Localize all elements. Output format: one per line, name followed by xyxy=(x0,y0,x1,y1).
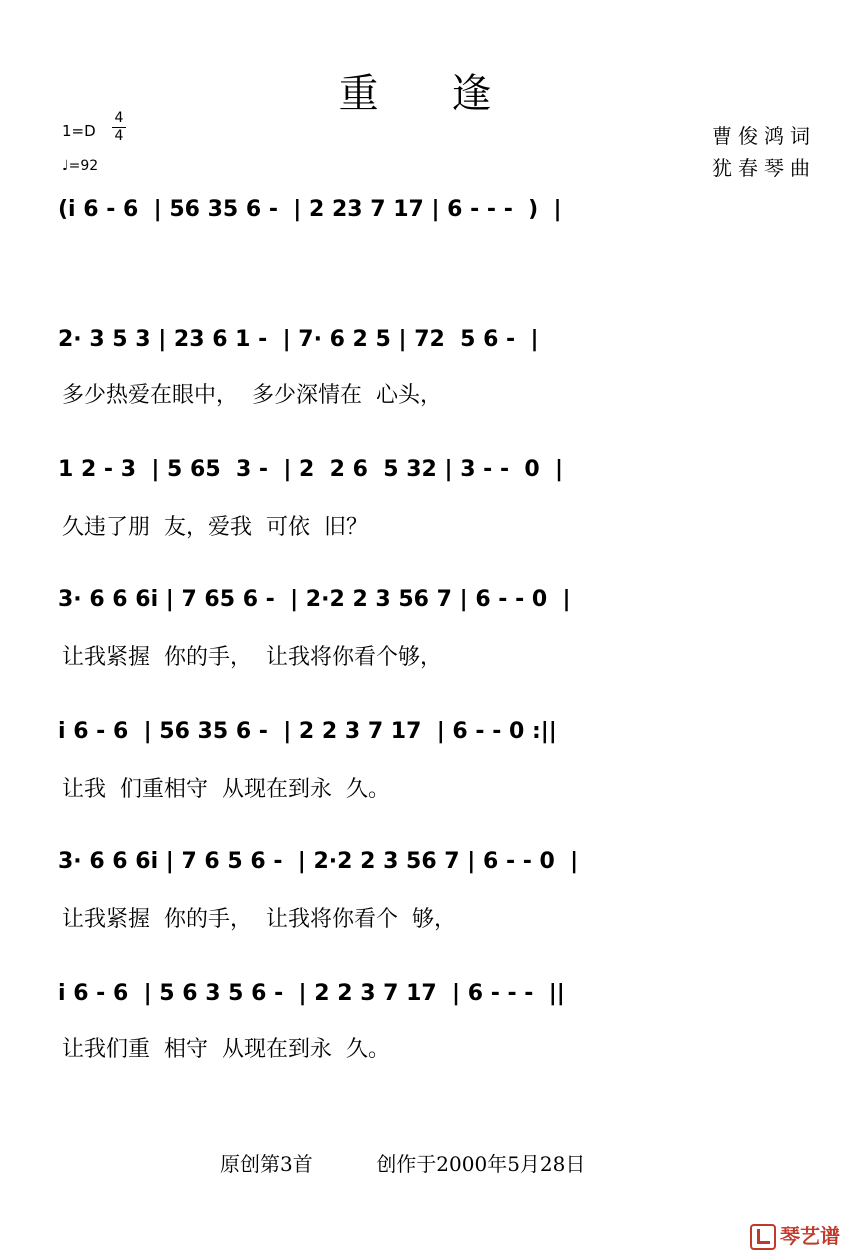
notation-line-6: i 6 - 6 | 5 6 3 5 6 - | 2 2 3 7 17 | 6 - - - || xyxy=(58,980,565,1006)
notation-line-2: 1 2 - 3 | 5 65 3 - | 2 2 6 5 32 | 3 - - 0 | xyxy=(58,456,564,482)
notation-line-intro: (i 6 - 6 | 56 35 6 - | 2 23 7 17 | 6 - - - ) | xyxy=(58,196,562,222)
time-signature xyxy=(112,110,126,145)
logo-icon xyxy=(750,1224,776,1250)
footer-date: 创作于2000年5月28日 xyxy=(376,1152,586,1176)
watermark xyxy=(750,1220,840,1251)
notation-line-5: 3· 6 6 6i | 7 6 5 6 - | 2·2 2 3 56 7 | 6 - - 0 | xyxy=(58,848,579,874)
key-signature: 1=D xyxy=(62,122,96,140)
lyric-line-2: 久违了朋 友，爱我 可依 旧？ xyxy=(62,515,368,540)
tempo-marking xyxy=(62,158,98,174)
lyric-line-3: 让我紧握 你的手， 让我将你看个够， xyxy=(62,645,442,670)
composer-credit: 犹春琴曲 xyxy=(712,156,816,180)
lyricist-credit: 曹俊鸿词 xyxy=(712,124,816,148)
watermark-text: 琴艺谱 xyxy=(780,1223,840,1248)
footer-original: 原创第3首 xyxy=(220,1152,313,1176)
tempo-value: =92 xyxy=(68,158,99,174)
time-signature-top: 4 xyxy=(114,110,124,126)
quarter-note-icon: ♩ xyxy=(62,158,69,174)
time-signature-bottom: 4 xyxy=(112,127,126,145)
lyric-line-6: 让我们重 相守 从现在到永 久。 xyxy=(62,1037,390,1062)
footer-note xyxy=(220,1148,585,1177)
notation-line-4: i 6 - 6 | 56 35 6 - | 2 2 3 7 17 | 6 - - 0 :|| xyxy=(58,718,557,744)
notation-line-1: 2· 3 5 3 | 23 6 1 - | 7· 6 2 5 | 72 5 6 - | xyxy=(58,326,539,352)
song-title: 重 逢 xyxy=(338,71,522,117)
lyric-line-1: 多少热爱在眼中， 多少深情在 心头， xyxy=(62,383,442,408)
lyric-line-4: 让我 们重相守 从现在到永 久。 xyxy=(62,777,390,802)
lyric-line-5: 让我紧握 你的手， 让我将你看个 够， xyxy=(62,907,456,932)
notation-line-3: 3· 6 6 6i | 7 65 6 - | 2·2 2 3 56 7 | 6 - - 0 | xyxy=(58,586,571,612)
